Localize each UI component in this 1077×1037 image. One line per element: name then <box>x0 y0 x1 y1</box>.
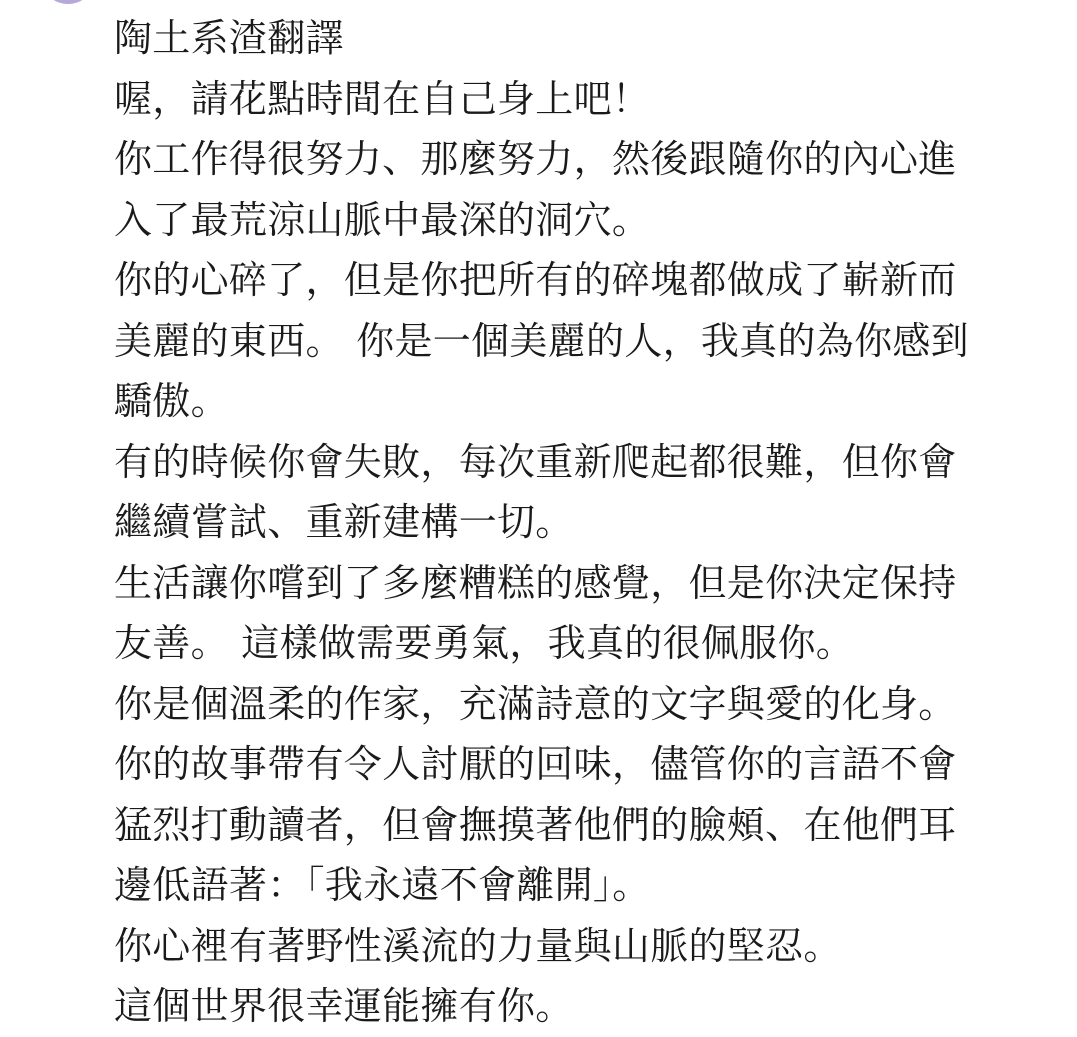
post-line-8: 有的時候你會失敗，每次重新爬起都很難，但你會 <box>114 439 957 484</box>
post-body <box>114 8 1044 1037</box>
post-line-1: 陶土系渣翻譯 <box>114 16 344 60</box>
post-line-15: 邊低語著：「我永遠不會離開」。 <box>114 863 651 907</box>
post-line-12: 你是個溫柔的作家，充滿詩意的文字與愛的化身。 <box>114 681 957 726</box>
post-line-10: 生活讓你嚐到了多麼糟糕的感覺，但是你決定保持 <box>114 560 957 605</box>
post-line-2: 喔，請花點時間在自己身上吧！ <box>114 76 651 121</box>
post-line-17: 這個世界很幸運能擁有你。 <box>114 984 574 1028</box>
post-line-6: 美麗的東西。 你是一個美麗的人，我真的為你感到 <box>114 318 969 363</box>
post-line-3: 你工作得很努力、那麼努力，然後跟隨你的內心進 <box>114 137 957 181</box>
post-line-14: 猛烈打動讀者，但會撫摸著他們的臉頰、在他們耳 <box>114 802 957 847</box>
post-line-9: 繼續嘗試、重新建構一切。 <box>114 500 574 544</box>
avatar[interactable] <box>40 0 96 4</box>
post-line-16: 你心裡有著野性溪流的力量與山脈的堅忍。 <box>114 923 842 968</box>
post-line-4: 入了最荒涼山脈中最深的洞穴。 <box>114 197 651 242</box>
post-line-13: 你的故事帶有令人討厭的回味，儘管你的言語不會 <box>114 742 957 786</box>
post-line-5: 你的心碎了，但是你把所有的碎塊都做成了嶄新而 <box>114 258 957 302</box>
post-line-11: 友善。 這樣做需要勇氣，我真的很佩服你。 <box>114 621 855 665</box>
post-line-7: 驕傲。 <box>114 379 229 423</box>
